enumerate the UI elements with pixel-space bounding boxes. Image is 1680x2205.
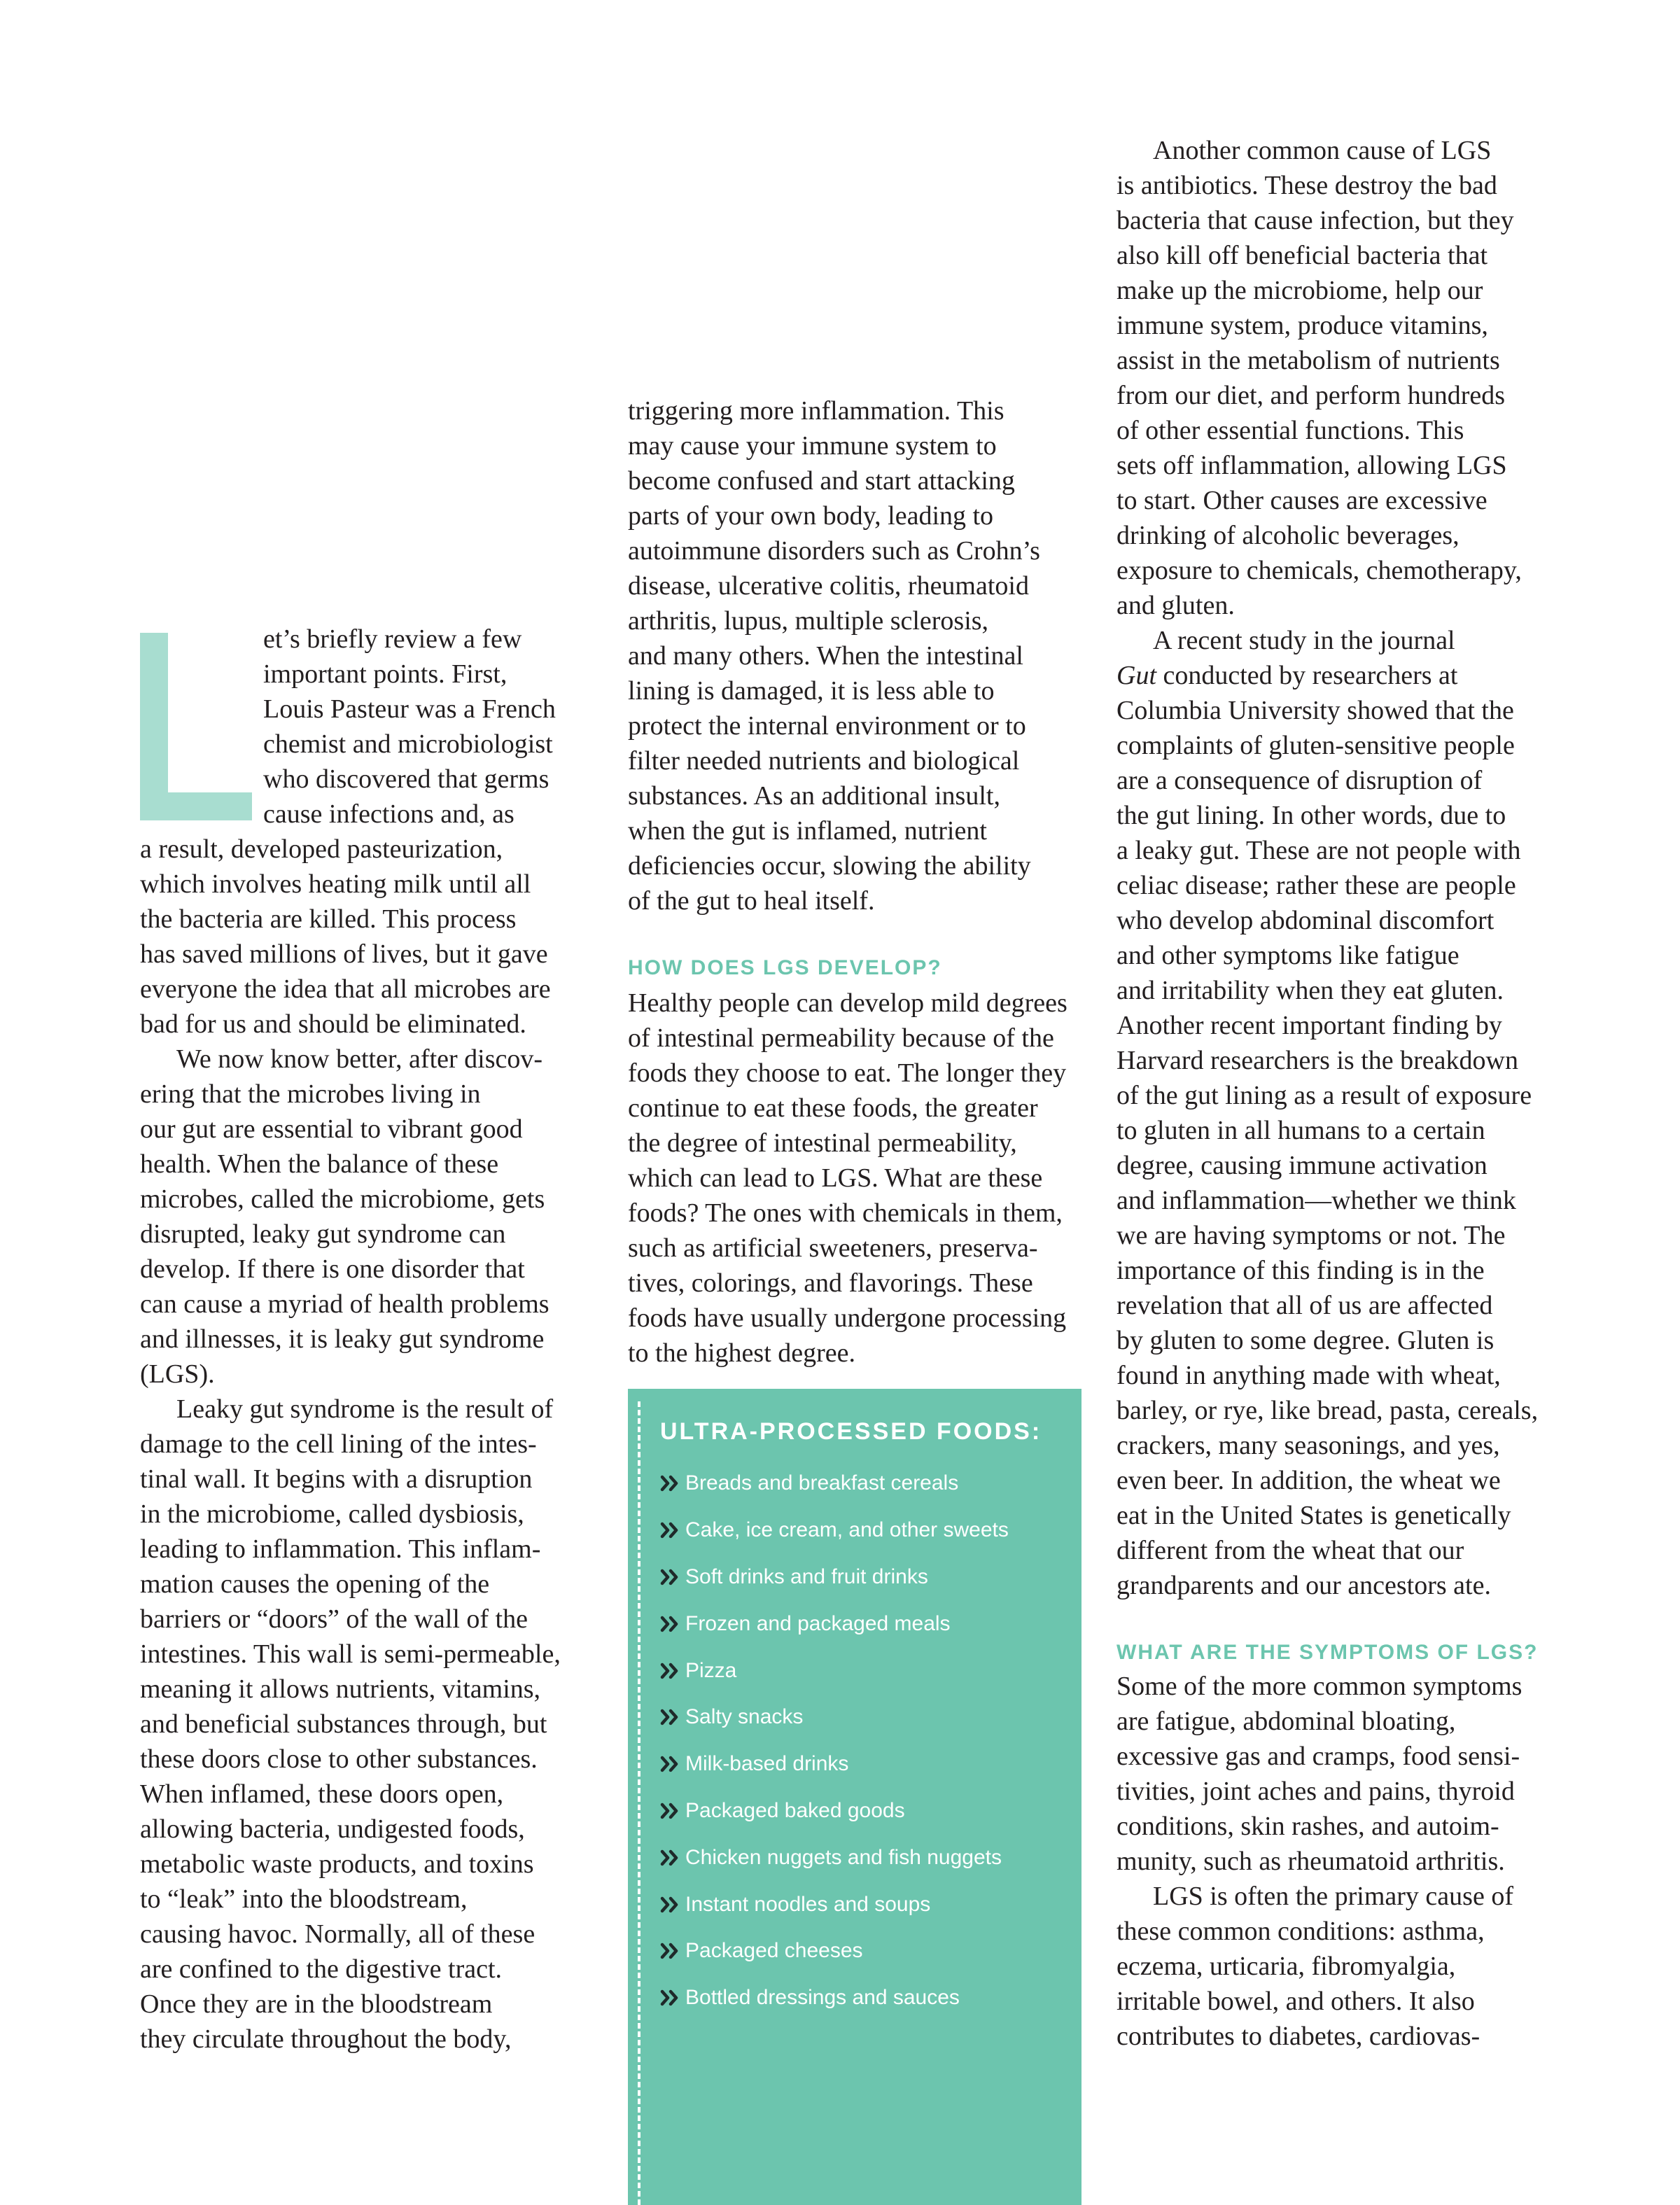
list-item bbox=[660, 1460, 1009, 1507]
text-line: important points. First, bbox=[263, 659, 507, 689]
text-line: has saved millions of lives, but it gave bbox=[140, 939, 548, 969]
double-chevron-right-icon bbox=[660, 1989, 685, 2006]
text-line: intestines. This wall is semi-permeable, bbox=[140, 1639, 561, 1669]
text-line: found in anything made with wheat, bbox=[1116, 1361, 1501, 1390]
text-line: a result, developed pasteurization, bbox=[140, 834, 503, 864]
text-line: causing havoc. Normally, all of these bbox=[140, 1919, 536, 1949]
text-line: Healthy people can develop mild degrees bbox=[628, 988, 1068, 1018]
text-line: microbes, called the microbiome, gets bbox=[140, 1184, 545, 1214]
text-line: exposure to chemicals, chemotherapy, bbox=[1116, 556, 1522, 585]
sidebar-list bbox=[660, 1460, 1009, 2022]
text-line: Leaky gut syndrome is the result of bbox=[176, 1394, 554, 1424]
text-line: autoimmune disorders such as Crohn’s bbox=[628, 536, 1040, 566]
text-line: disrupted, leaky gut syndrome can bbox=[140, 1219, 506, 1249]
text-line: develop. If there is one disorder that bbox=[140, 1254, 525, 1284]
double-chevron-right-icon bbox=[660, 1802, 685, 1819]
section-heading-symptoms-of-lgs: WHAT ARE THE SYMPTOMS OF LGS? bbox=[1116, 1641, 1539, 1664]
text-line: revelation that all of us are affected bbox=[1116, 1291, 1493, 1320]
text-line: arthritis, lupus, multiple sclerosis, bbox=[628, 606, 989, 636]
text-line: the bacteria are killed. This process bbox=[140, 904, 517, 934]
column1-body bbox=[140, 832, 561, 2057]
text-line: can cause a myriad of health problems bbox=[140, 1289, 550, 1319]
list-item-label: Breads and breakfast cereals bbox=[685, 1471, 959, 1495]
double-chevron-right-icon bbox=[660, 1475, 685, 1492]
text-fragment: conducted by researchers at bbox=[1156, 661, 1458, 690]
text-line: sets off inflammation, allowing LGS bbox=[1116, 451, 1507, 480]
text-line: importance of this finding is in the bbox=[1116, 1256, 1485, 1285]
list-item bbox=[660, 1741, 1009, 1788]
text-line: Once they are in the bloodstream bbox=[140, 1989, 493, 2019]
text-line: LGS is often the primary cause of bbox=[1153, 1882, 1513, 1911]
text-line: by gluten to some degree. Gluten is bbox=[1116, 1326, 1494, 1355]
double-chevron-right-icon bbox=[660, 1662, 685, 1679]
text-line: are confined to the digestive tract. bbox=[140, 1954, 503, 1984]
text-line: make up the microbiome, help our bbox=[1116, 276, 1483, 305]
double-chevron-right-icon bbox=[660, 1616, 685, 1632]
text-line: substances. As an additional insult, bbox=[628, 781, 1000, 811]
sidebar-title: ULTRA-PROCESSED FOODS: bbox=[660, 1418, 1042, 1445]
text-line: immune system, produce vitamins, bbox=[1116, 311, 1488, 340]
text-line: to gluten in all humans to a certain bbox=[1116, 1116, 1485, 1145]
double-chevron-right-icon bbox=[660, 1709, 685, 1726]
text-line: lining is damaged, it is less able to bbox=[628, 676, 995, 706]
list-item bbox=[660, 1788, 1009, 1835]
text-line: ering that the microbes living in bbox=[140, 1079, 481, 1109]
text-line: eczema, urticaria, fibromyalgia, bbox=[1116, 1952, 1456, 1981]
text-line: protect the internal environment or to bbox=[628, 711, 1026, 741]
text-line: who discovered that germs bbox=[263, 764, 550, 794]
text-line: munity, such as rheumatoid arthritis. bbox=[1116, 1847, 1505, 1876]
text-line: to start. Other causes are excessive bbox=[1116, 486, 1488, 515]
text-line: these doors close to other substances. bbox=[140, 1744, 538, 1774]
text-line: of intestinal permeability because of the bbox=[628, 1023, 1054, 1053]
text-line: is antibiotics. These destroy the bad bbox=[1116, 171, 1497, 200]
text-line: bacteria that cause infection, but they bbox=[1116, 206, 1514, 235]
double-chevron-right-icon bbox=[660, 1896, 685, 1913]
text-line: of other essential functions. This bbox=[1116, 416, 1464, 445]
text-line: cause infections and, as bbox=[263, 799, 514, 829]
list-item bbox=[660, 1647, 1009, 1694]
text-line: are a consequence of disruption of bbox=[1116, 766, 1483, 795]
text-line: A recent study in the journal bbox=[1153, 626, 1455, 655]
drop-cap-letter bbox=[140, 633, 252, 820]
list-item-label: Pizza bbox=[685, 1658, 737, 1682]
list-item-label: Bottled dressings and sauces bbox=[685, 1986, 960, 2010]
column3-body bbox=[1116, 133, 1538, 1603]
text-line: and inflammation—whether we think bbox=[1116, 1186, 1516, 1215]
text-line: from our diet, and perform hundreds bbox=[1116, 381, 1506, 410]
text-line: they circulate throughout the body, bbox=[140, 2024, 512, 2054]
list-item-label: Chicken nuggets and fish nuggets bbox=[685, 1845, 1002, 1869]
text-line: also kill off beneficial bacteria that bbox=[1116, 241, 1488, 270]
text-line: (LGS). bbox=[140, 1359, 215, 1389]
column3-symptoms bbox=[1116, 1669, 1522, 2054]
text-line: deficiencies occur, slowing the ability bbox=[628, 851, 1031, 881]
text-line bbox=[1116, 658, 1538, 693]
double-chevron-right-icon bbox=[660, 1522, 685, 1539]
list-item bbox=[660, 1694, 1009, 1741]
text-line: continue to eat these foods, the greater bbox=[628, 1093, 1038, 1123]
text-line: irritable bowel, and others. It also bbox=[1116, 1987, 1475, 2016]
text-line: eat in the United States is genetically bbox=[1116, 1501, 1511, 1530]
text-line: Another recent important finding by bbox=[1116, 1011, 1502, 1040]
list-item-label: Cake, ice cream, and other sweets bbox=[685, 1518, 1009, 1542]
text-line: tivities, joint aches and pains, thyroid bbox=[1116, 1777, 1515, 1806]
text-line: a leaky gut. These are not people with bbox=[1116, 836, 1521, 865]
text-line: the degree of intestinal permeability, bbox=[628, 1128, 1017, 1158]
double-chevron-right-icon bbox=[660, 1569, 685, 1586]
text-line: allowing bacteria, undigested foods, bbox=[140, 1814, 525, 1844]
text-line: meaning it allows nutrients, vitamins, bbox=[140, 1674, 541, 1704]
text-line: tinal wall. It begins with a disruption bbox=[140, 1464, 533, 1494]
text-line: metabolic waste products, and toxins bbox=[140, 1849, 534, 1879]
text-line: the gut lining. In other words, due to bbox=[1116, 801, 1506, 830]
text-line: celiac disease; rather these are people bbox=[1116, 871, 1516, 900]
dashed-divider bbox=[638, 1401, 640, 2205]
text-line: foods have usually undergone processing bbox=[628, 1303, 1067, 1333]
text-line: barriers or “doors” of the wall of the bbox=[140, 1604, 528, 1634]
text-line: and irritability when they eat gluten. bbox=[1116, 976, 1504, 1005]
text-line: triggering more inflammation. This bbox=[628, 396, 1004, 426]
list-item bbox=[660, 1600, 1009, 1647]
text-line: complaints of gluten-sensitive people bbox=[1116, 731, 1515, 760]
text-line: We now know better, after discov- bbox=[176, 1044, 543, 1074]
text-line: degree, causing immune activation bbox=[1116, 1151, 1488, 1180]
text-line: grandparents and our ancestors ate. bbox=[1116, 1571, 1491, 1600]
text-line: everyone the idea that all microbes are bbox=[140, 974, 551, 1004]
list-item-label: Frozen and packaged meals bbox=[685, 1611, 951, 1635]
text-line: to the highest degree. bbox=[628, 1338, 856, 1368]
journal-title: Gut bbox=[1116, 661, 1156, 690]
text-line: assist in the metabolism of nutrients bbox=[1116, 346, 1500, 375]
text-line: health. When the balance of these bbox=[140, 1149, 499, 1179]
double-chevron-right-icon bbox=[660, 1942, 685, 1959]
text-line: Harvard researchers is the breakdown bbox=[1116, 1046, 1518, 1075]
text-line: Louis Pasteur was a French bbox=[263, 694, 556, 724]
text-line: When inflamed, these doors open, bbox=[140, 1779, 504, 1809]
text-line: which involves heating milk until all bbox=[140, 869, 531, 899]
text-line: and gluten. bbox=[1116, 591, 1235, 620]
list-item-label: Instant noodles and soups bbox=[685, 1892, 931, 1916]
text-line: damage to the cell lining of the intes- bbox=[140, 1429, 537, 1459]
text-line: foods they choose to eat. The longer they bbox=[628, 1058, 1067, 1088]
text-line: these common conditions: asthma, bbox=[1116, 1917, 1485, 1946]
text-line: such as artificial sweeteners, preserva- bbox=[628, 1233, 1038, 1263]
text-line: crackers, many seasonings, and yes, bbox=[1116, 1431, 1500, 1460]
column1-intro-wrapped bbox=[263, 622, 556, 832]
text-line: different from the wheat that our bbox=[1116, 1536, 1464, 1565]
text-line: who develop abdominal discomfort bbox=[1116, 906, 1494, 935]
ultra-processed-foods-sidebar bbox=[628, 1389, 1082, 2205]
text-line: disease, ulcerative colitis, rheumatoid bbox=[628, 571, 1029, 601]
double-chevron-right-icon bbox=[660, 1849, 685, 1866]
list-item-label: Soft drinks and fruit drinks bbox=[685, 1564, 928, 1588]
list-item bbox=[660, 1975, 1009, 2022]
text-line: become confused and start attacking bbox=[628, 466, 1015, 496]
text-line: even beer. In addition, the wheat we bbox=[1116, 1466, 1501, 1495]
text-line: chemist and microbiologist bbox=[263, 729, 553, 759]
text-line: contributes to diabetes, cardiovas- bbox=[1116, 2022, 1480, 2051]
list-item-label: Salty snacks bbox=[685, 1705, 804, 1729]
column2-paragraph bbox=[628, 393, 1040, 918]
text-line: of the gut lining as a result of exposure bbox=[1116, 1081, 1532, 1110]
text-line: Another common cause of LGS bbox=[1153, 136, 1492, 165]
text-line: when the gut is inflamed, nutrient bbox=[628, 816, 987, 846]
text-line: Some of the more common symptoms bbox=[1116, 1672, 1522, 1701]
text-line: tives, colorings, and flavorings. These bbox=[628, 1268, 1033, 1298]
text-line: which can lead to LGS. What are these bbox=[628, 1163, 1043, 1193]
text-line: are fatigue, abdominal bloating, bbox=[1116, 1707, 1456, 1736]
double-chevron-right-icon bbox=[660, 1756, 685, 1772]
text-line: leading to inflammation. This inflam- bbox=[140, 1534, 541, 1564]
text-line: to “leak” into the bloodstream, bbox=[140, 1884, 468, 1914]
text-line: and other symptoms like fatigue bbox=[1116, 941, 1460, 970]
text-line: our gut are essential to vibrant good bbox=[140, 1114, 523, 1144]
text-line: mation causes the opening of the bbox=[140, 1569, 490, 1599]
section-heading-how-lgs-develops: HOW DOES LGS DEVELOP? bbox=[628, 956, 942, 979]
text-line: et’s briefly review a few bbox=[263, 624, 522, 654]
list-item-label: Milk-based drinks bbox=[685, 1752, 849, 1776]
text-line: foods? The ones with chemicals in them, bbox=[628, 1198, 1063, 1228]
text-line: and many others. When the intestinal bbox=[628, 641, 1023, 671]
text-line: of the gut to heal itself. bbox=[628, 886, 875, 916]
list-item bbox=[660, 1507, 1009, 1554]
text-line: conditions, skin rashes, and autoim- bbox=[1116, 1812, 1499, 1841]
text-line: Columbia University showed that the bbox=[1116, 696, 1514, 725]
text-line: excessive gas and cramps, food sensi- bbox=[1116, 1742, 1520, 1771]
text-line: drinking of alcoholic beverages, bbox=[1116, 521, 1460, 550]
text-line: bad for us and should be eliminated. bbox=[140, 1009, 526, 1039]
list-item-label: Packaged cheeses bbox=[685, 1939, 863, 1963]
list-item-label: Packaged baked goods bbox=[685, 1798, 905, 1822]
list-item bbox=[660, 1554, 1009, 1601]
text-line: barley, or rye, like bread, pasta, cereals, bbox=[1116, 1396, 1539, 1425]
text-line: and illnesses, it is leaky gut syndrome bbox=[140, 1324, 545, 1354]
list-item bbox=[660, 1834, 1009, 1881]
text-line: and beneficial substances through, but bbox=[140, 1709, 547, 1739]
list-item bbox=[660, 1928, 1009, 1975]
column2-paragraph bbox=[628, 986, 1068, 1371]
text-line: in the microbiome, called dysbiosis, bbox=[140, 1499, 524, 1529]
list-item bbox=[660, 1881, 1009, 1928]
text-line: we are having symptoms or not. The bbox=[1116, 1221, 1506, 1250]
text-line: may cause your immune system to bbox=[628, 431, 997, 461]
text-line: filter needed nutrients and biological bbox=[628, 746, 1020, 776]
text-line: parts of your own body, leading to bbox=[628, 501, 994, 531]
